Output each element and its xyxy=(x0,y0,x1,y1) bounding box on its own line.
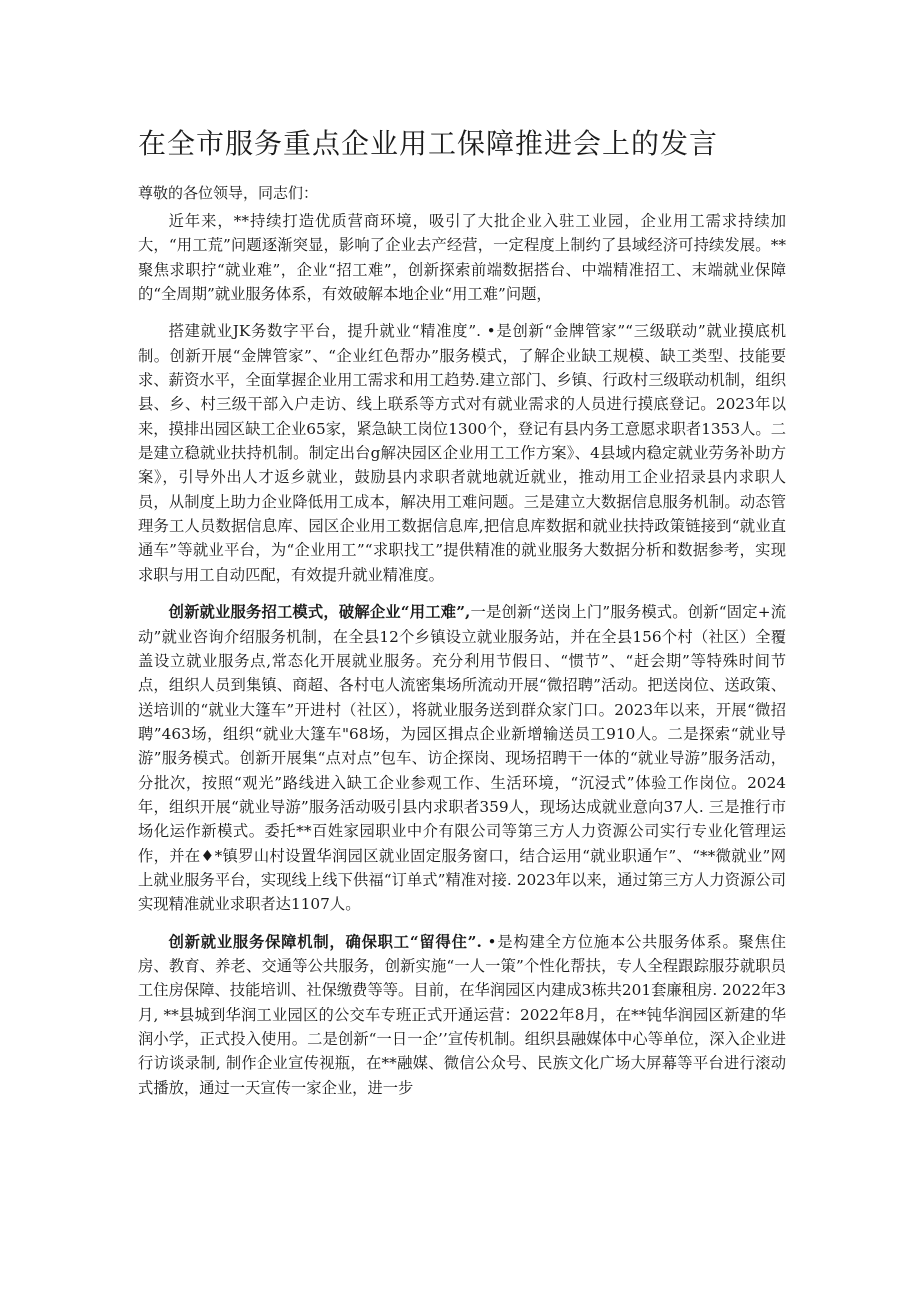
paragraph-text: •是构建全方位施本公共服务体系。聚焦住房、教育、养老、交通等公共服务，创新实施“一人一策”个性化帮扶，专人全程跟踪服芬就职员工住房保障、技能培训、社保缴费等等。目前，在华润园区内建成3栋共201套廉租房. 2022年3月, **县城到华润工业园区的公交车专班正式开通运营：2022年8月，在**钝华润园区新建的华润小学，正式投入使用。二是创新“一日一企’’宣传机制。组织县融媒体中心等单位，深入企业进行访谈录制, 制作企业宣传视瓶，在**融媒、微信公众号、民族文化广场大屏幕等平台进行滚动式播放，通过一天宣传一家企业，进一步 xyxy=(138,932,787,1097)
paragraph-recruitment-mode xyxy=(138,600,786,916)
paragraph-digital-platform xyxy=(138,319,786,587)
paragraph-text: 近年来，**持续打造优质营商环境，吸引了大批企业入驻工业园，企业用工需求持续加大，“用工荒”问题逐渐突显，影响了企业去产经营，一定程度上制约了县域经济可持续发展。**聚焦求职拧“就业难”，企业“招工难”，创新探索前端数据搭台、中端精准招工、末端就业保障的“全周期”就业服务体系，有效破解本地企业“用工难”问题， xyxy=(138,212,786,304)
paragraph-intro xyxy=(138,209,786,306)
paragraph-lead: 创新就业服务招工模式，破解企业“用工难”, xyxy=(168,603,471,622)
greeting: 尊敬的各位领导，同志们： xyxy=(138,184,319,202)
document-body xyxy=(138,209,786,1113)
page-title: 在全市服务重点企业用工保障推进会上的发言 xyxy=(138,127,719,160)
paragraph-text: 一是创新“送岗上门”服务模式。创新“固定+流动”就业咨询介绍服务机制，在全县12个乡镇设立就业服务站，并在全县156个村（社区）全覆盖设立就业服务点,常态化开展就业服务。充分利用节假日、“惯节”、“赶会期”等特殊时间节点，组织人员到集镇、商超、各村屯人流密集场所流动开展“微招聘”活动。把送岗位、送政策、送培训的“就业大篷车”开进村（社区），将就业服务送到群众家门口。2023年以来，开展“微招聘”463场，组织“就业大篷车"68场，为园区揖点企业新增输送员工910人。二是探索“就业导游”服务模式。创新开展集“点对点”包车、访企探岗、现场招聘干一体的“就业导游”服务活动，分批次，按照“观光”路线进入缺工企业参观工作、生活环境，“沉浸式”体验工作岗位。2024年，组织开展“就业导游”服务活动吸引县内求职者359人，现场达成就业意向37人. 三是推行市场化运作新模式。委托**百姓家园职业中介有限公司等第三方人力资源公司实行专业化管理运作，并在♦*镇罗山村设置华润园区就业固定服务窗口，结合运用“就业职通乍”、“**微就业”网上就业服务平台，实现线上线下供福“订单式”精准对接. 2023年以来，通过第三方人力资源公司实现精准就业求职者达1107人。 xyxy=(138,603,786,914)
paragraph-text: 搭建就业JK务数字平台，提升就业“精准度”. •是创新“金牌管家”“三级联动”就业摸底机制。创新开展“金牌管家”、“企业红色帮办”服务模式，了解企业缺工规模、缺工类型、技能要求、薪资水平，全面掌握企业用工需求和用工趋势.建立部门、乡镇、行政村三级联动机制，组织县、乡、村三级干部入户走访、线上联系等方式对有就业需求的人员进行摸底登记。2023年以来，摸排出园区缺工企业65家，紧急缺工岗位1300个，登记有县内务工意愿求职者1353人。二是建立稳就业扶持机制。制定出台g解决园区企业用工工作方案》、4县域内稳定就业劳务补助方案》，引导外出人才返乡就业，鼓励县内求职者就地就近就业，推动用工企业招录县内求职人员，从制度上助力企业降低用工成本，解决用工难问题。三是建立大数据信息服务机制。动态管理务工人员数据信息库、园区企业用工数据信息库,把信息库数据和就业扶持政策链接到“就业直通车”等就业平台，为“企业用工”“求职找工”提供精准的就业服务大数据分析和数据参考，实现求职与用工自动匹配，有效提升就业精准度。 xyxy=(138,322,787,584)
paragraph-lead: 创新就业服务保障机制，确保职工“留得住”. xyxy=(168,932,482,951)
paragraph-guarantee-mechanism xyxy=(138,930,786,1100)
